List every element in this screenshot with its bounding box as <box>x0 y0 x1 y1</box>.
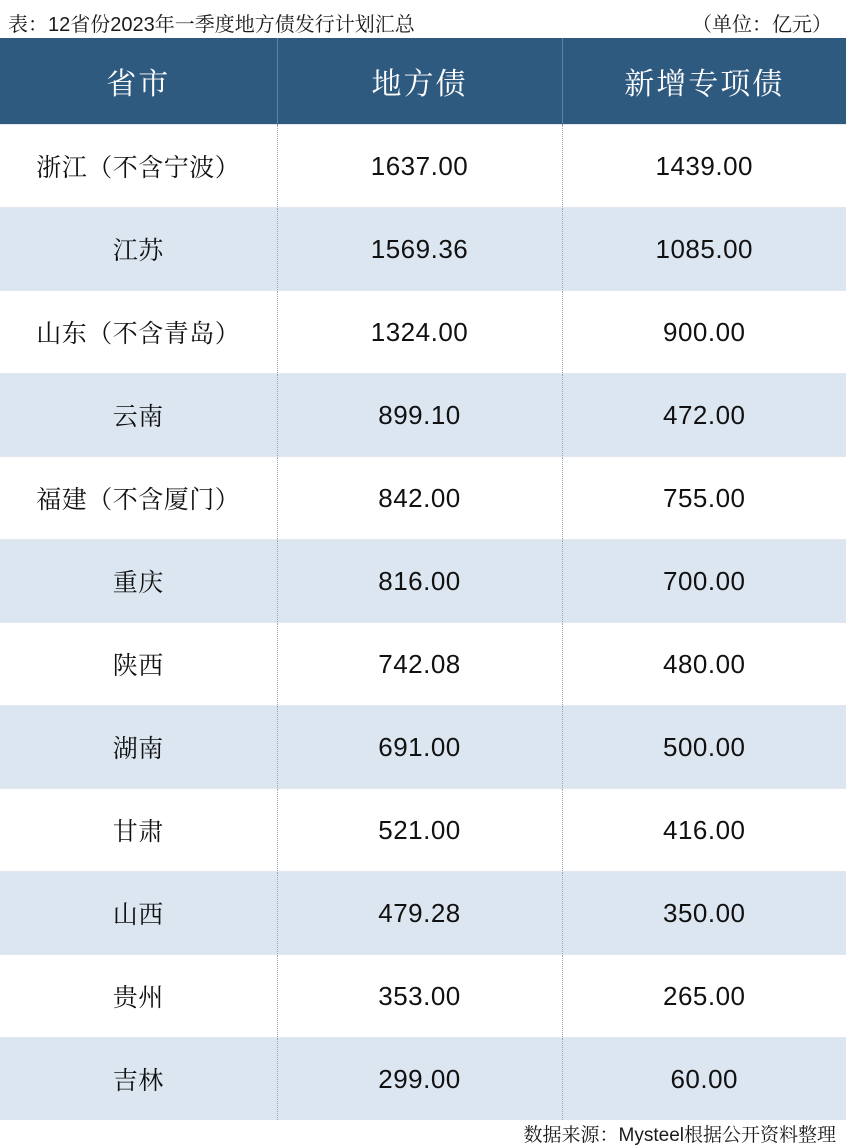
table-row <box>0 1038 846 1121</box>
column-header-province: 省市 <box>0 38 277 125</box>
table-row <box>0 623 846 706</box>
table-row <box>0 291 846 374</box>
cell-province: 陕西 <box>0 623 277 706</box>
cell-new-special-bond: 60.00 <box>562 1038 846 1121</box>
cell-new-special-bond: 472.00 <box>562 374 846 457</box>
cell-local-bond: 1569.36 <box>277 208 562 291</box>
cell-new-special-bond: 350.00 <box>562 872 846 955</box>
cell-province: 甘肃 <box>0 789 277 872</box>
caption <box>0 0 846 38</box>
cell-province: 山西 <box>0 872 277 955</box>
cell-local-bond: 899.10 <box>277 374 562 457</box>
table-row <box>0 540 846 623</box>
table-row <box>0 457 846 540</box>
cell-new-special-bond: 1085.00 <box>562 208 846 291</box>
cell-new-special-bond: 480.00 <box>562 623 846 706</box>
cell-local-bond: 299.00 <box>277 1038 562 1121</box>
table-title: 表：12省份2023年一季度地方债发行计划汇总 <box>8 14 415 36</box>
table-header <box>0 38 846 125</box>
cell-new-special-bond: 265.00 <box>562 955 846 1038</box>
cell-province: 吉林 <box>0 1038 277 1121</box>
cell-local-bond: 691.00 <box>277 706 562 789</box>
table-unit-note: （单位：亿元） <box>692 14 832 36</box>
cell-province: 湖南 <box>0 706 277 789</box>
cell-province: 山东（不含青岛） <box>0 291 277 374</box>
column-header-new-special-bond: 新增专项债 <box>562 38 846 125</box>
cell-local-bond: 1324.00 <box>277 291 562 374</box>
cell-province: 浙江（不含宁波） <box>0 125 277 208</box>
data-table <box>0 38 846 1120</box>
source-row <box>0 1120 846 1147</box>
cell-new-special-bond: 416.00 <box>562 789 846 872</box>
cell-province: 福建（不含厦门） <box>0 457 277 540</box>
table-row <box>0 955 846 1038</box>
cell-local-bond: 1637.00 <box>277 125 562 208</box>
cell-new-special-bond: 1439.00 <box>562 125 846 208</box>
cell-local-bond: 816.00 <box>277 540 562 623</box>
cell-local-bond: 742.08 <box>277 623 562 706</box>
table-row <box>0 208 846 291</box>
cell-province: 贵州 <box>0 955 277 1038</box>
table-row <box>0 374 846 457</box>
cell-new-special-bond: 900.00 <box>562 291 846 374</box>
table-row <box>0 789 846 872</box>
cell-new-special-bond: 755.00 <box>562 457 846 540</box>
cell-local-bond: 353.00 <box>277 955 562 1038</box>
cell-new-special-bond: 500.00 <box>562 706 846 789</box>
cell-local-bond: 521.00 <box>277 789 562 872</box>
column-header-local-bond: 地方债 <box>277 38 562 125</box>
table-row <box>0 872 846 955</box>
table-body <box>0 125 846 1121</box>
table-header-row <box>0 38 846 125</box>
cell-local-bond: 842.00 <box>277 457 562 540</box>
cell-new-special-bond: 700.00 <box>562 540 846 623</box>
cell-province: 云南 <box>0 374 277 457</box>
cell-province: 江苏 <box>0 208 277 291</box>
table-row <box>0 125 846 208</box>
cell-province: 重庆 <box>0 540 277 623</box>
cell-local-bond: 479.28 <box>277 872 562 955</box>
source-note: 数据来源：Mysteel根据公开资料整理 <box>523 1125 836 1146</box>
table-row <box>0 706 846 789</box>
